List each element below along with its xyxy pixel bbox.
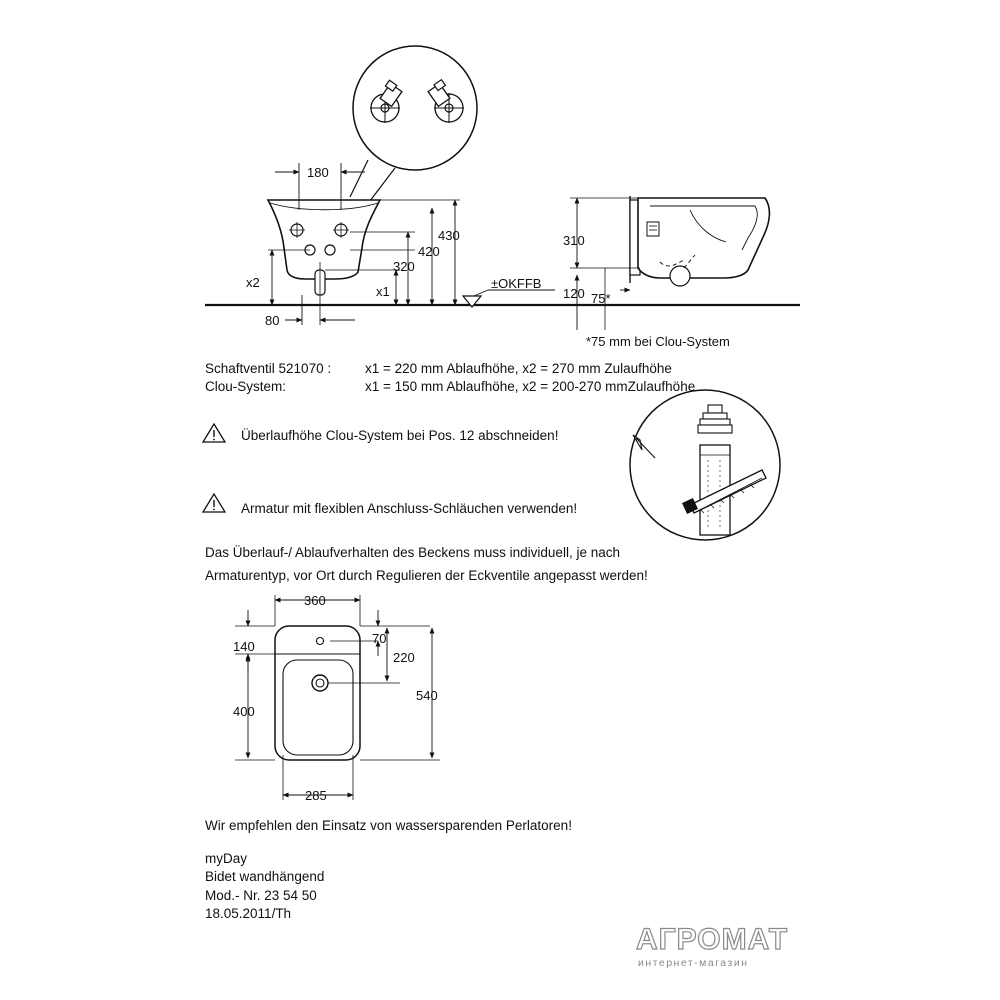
dim-310-label: 310 — [563, 233, 585, 248]
floor-label: ±OKFFB — [491, 276, 542, 291]
warning-1 — [203, 424, 558, 443]
dim-80-label: 80 — [265, 313, 280, 328]
watermark-tagline: интернет-магазин — [638, 957, 749, 969]
spec-line1-right: x1 = 220 mm Ablaufhöhe, x2 = 270 mm Zulaufhöhe — [365, 361, 672, 376]
side-footnote: *75 mm bei Clou-System — [586, 334, 730, 349]
dim-420-label: 420 — [418, 244, 440, 259]
note-line1: Das Überlauf-/ Ablaufverhalten des Beckens muss individuell, je nach — [205, 545, 620, 560]
spec-line1-left: Schaftventil 521070 : — [205, 361, 332, 376]
dim-360-label: 360 — [304, 593, 326, 608]
watermark-logo — [636, 923, 788, 969]
warning-2-text: Armatur mit flexiblen Anschluss-Schläuchen verwenden! — [241, 501, 578, 516]
product-type: Bidet wandhängend — [205, 869, 325, 884]
dim-430-label: 430 — [438, 228, 460, 243]
right-valve-icon — [428, 80, 464, 123]
bidet-front-outline — [268, 200, 380, 279]
dim-x2-label: x2 — [246, 275, 260, 290]
warning-1-text: Überlaufhöhe Clou-System bei Pos. 12 abschneiden! — [241, 428, 559, 443]
recommendation-text: Wir empfehlen den Einsatz von wassersparenden Perlatoren! — [205, 818, 572, 833]
spec-line2-right: x1 = 150 mm Ablaufhöhe, x2 = 200-270 mmZulaufhöhe — [365, 379, 696, 394]
dim-180-label: 180 — [307, 165, 329, 180]
dim-x1-label: x1 — [376, 284, 390, 299]
watermark-brand: АГРОМАТ — [636, 923, 789, 956]
dim-320-label: 320 — [393, 259, 415, 274]
spec-line2-left: Clou-System: — [205, 379, 287, 394]
valve-detail-circle — [350, 46, 477, 214]
dim-70-label: 70 — [372, 631, 387, 646]
side-view — [563, 196, 769, 349]
product-name: myDay — [205, 851, 248, 866]
dim-540-label: 540 — [416, 688, 438, 703]
overflow-cut-detail — [630, 390, 780, 540]
dim-220-label: 220 — [393, 650, 415, 665]
dim-140-label: 140 — [233, 639, 255, 654]
bidet-side-outline — [638, 198, 769, 278]
product-date: 18.05.2011/Th — [205, 906, 292, 921]
left-valve-icon — [370, 80, 402, 123]
warning-2 — [203, 494, 577, 516]
dim-285-label: 285 — [305, 788, 327, 803]
note-line2: Armaturentyp, vor Ort durch Regulieren der Eckventile angepasst werden! — [205, 568, 648, 583]
dim-400-label: 400 — [233, 704, 255, 719]
product-model: Mod.- Nr. 23 54 50 — [205, 888, 317, 903]
top-view — [233, 593, 440, 803]
dim-75-label: 75* — [591, 291, 611, 306]
dim-120-label: 120 — [563, 286, 585, 301]
